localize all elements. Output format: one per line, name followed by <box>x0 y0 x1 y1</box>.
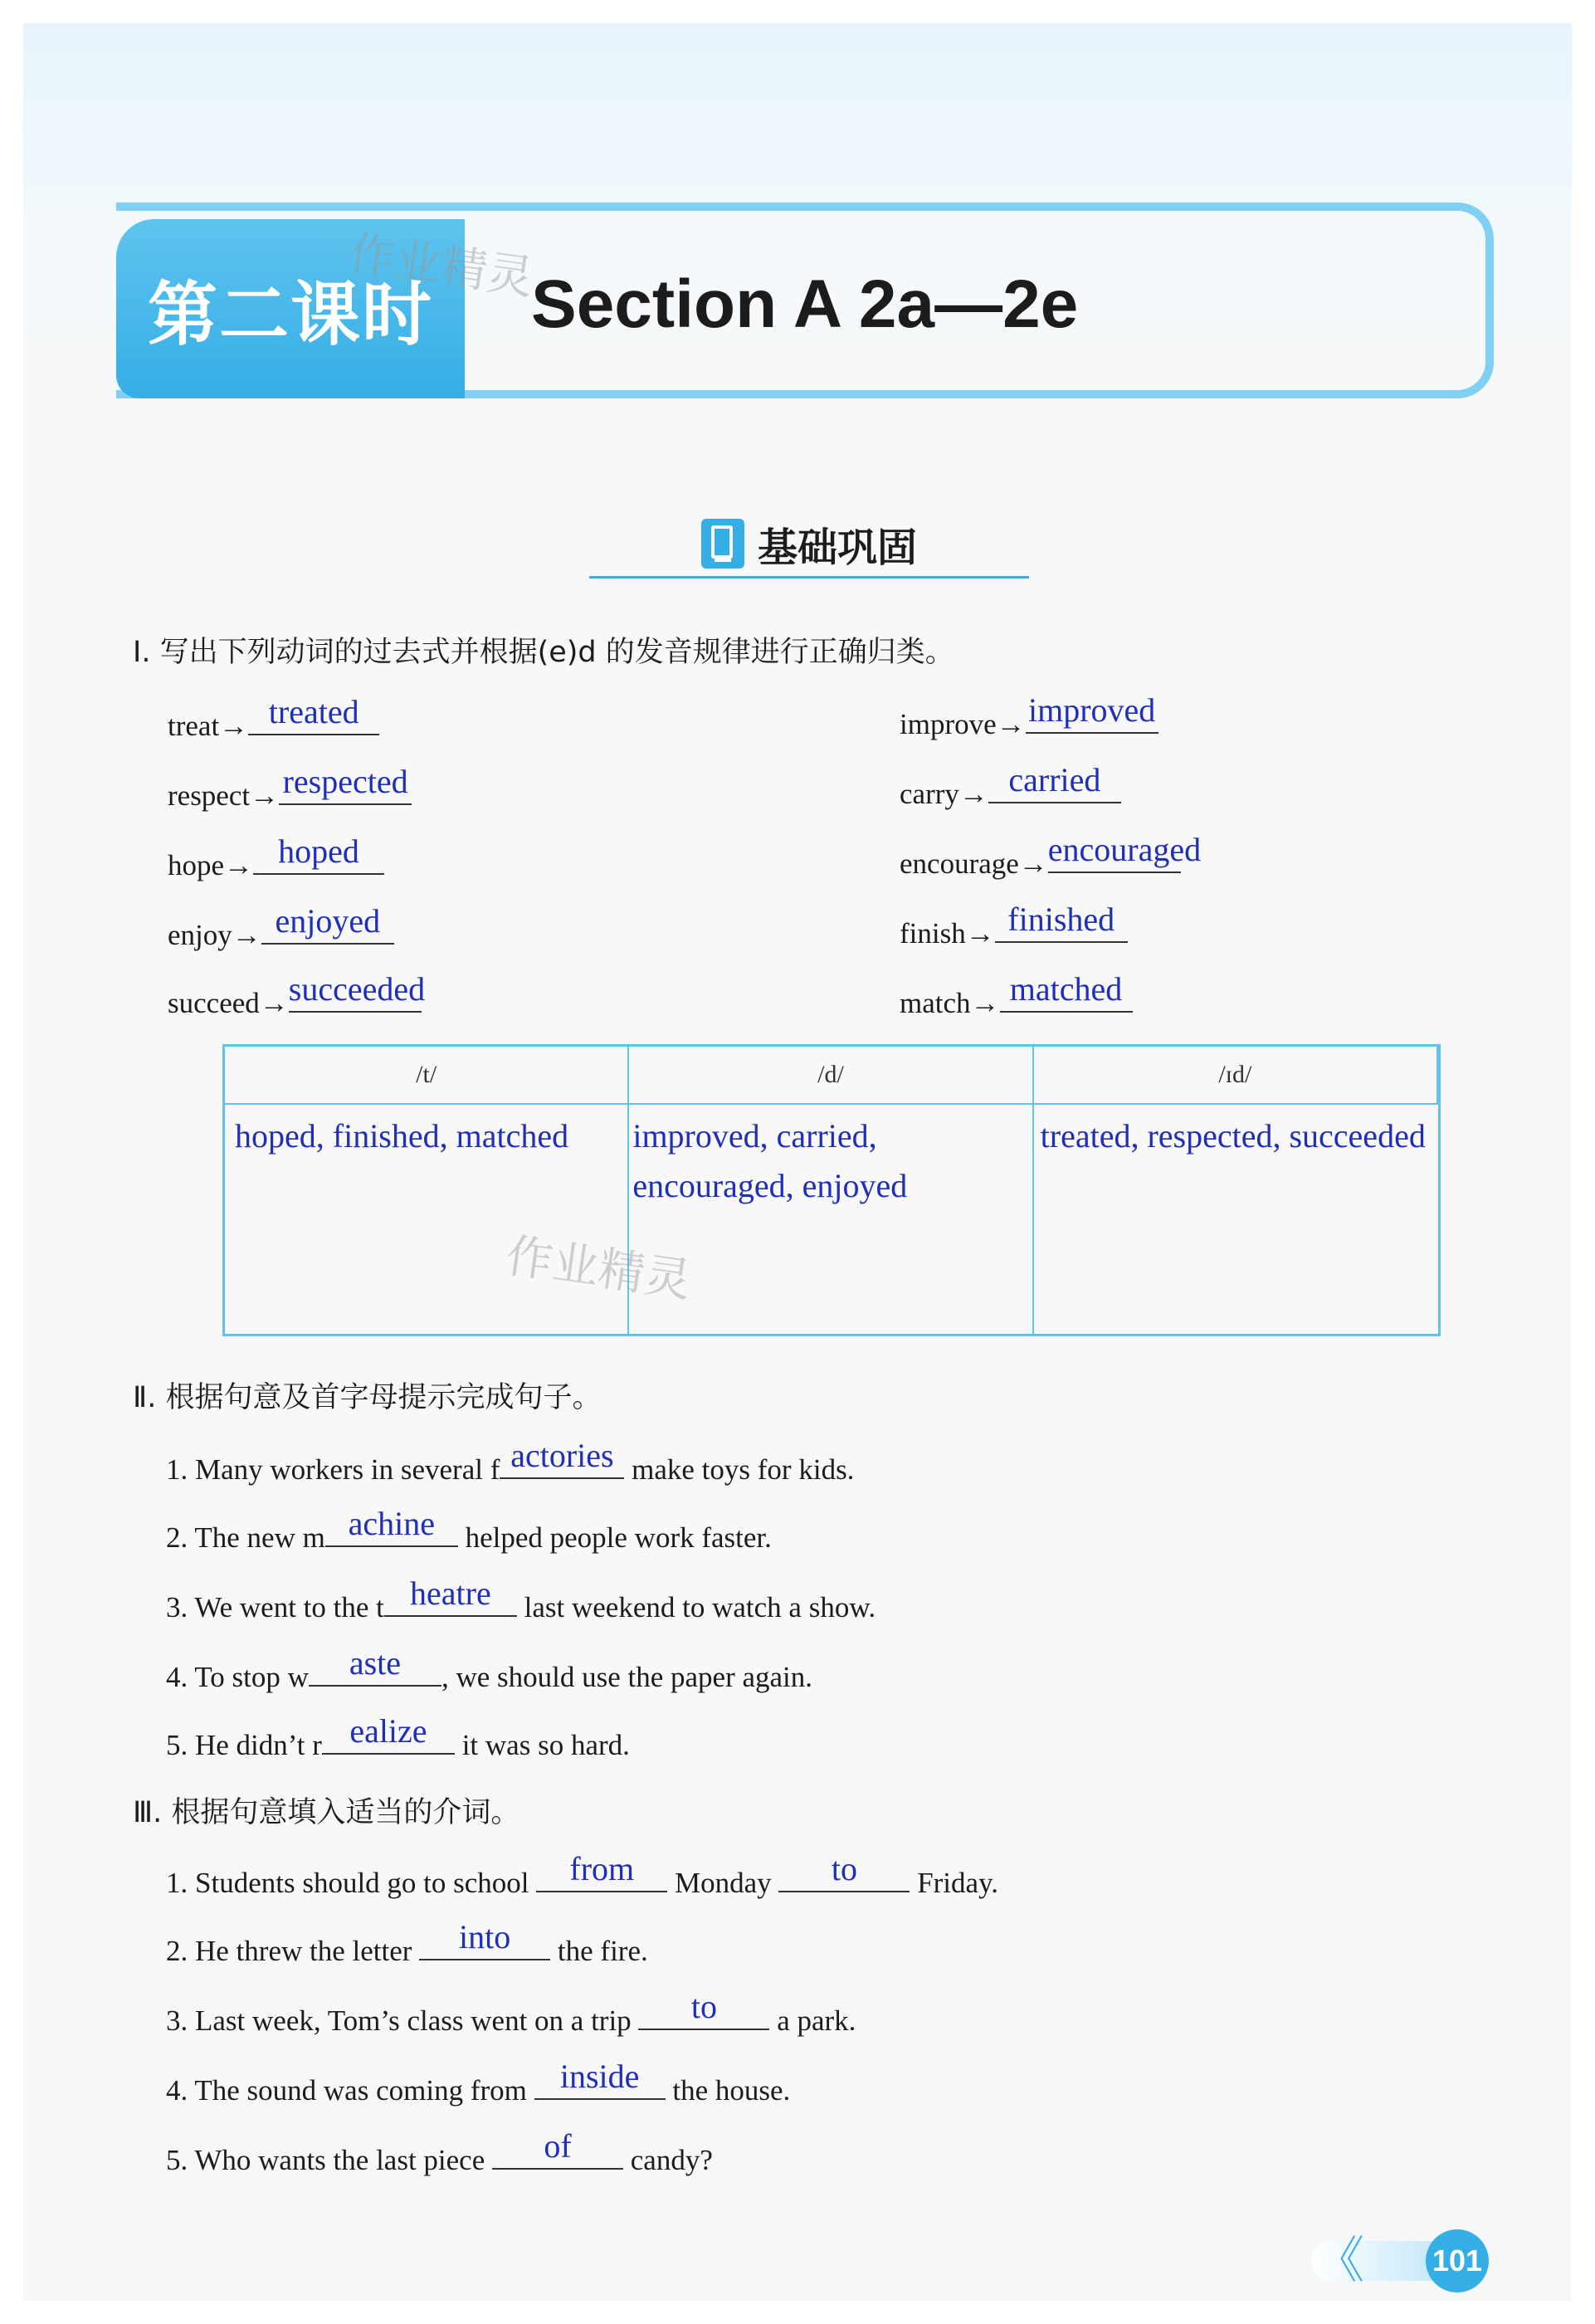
sentence-text: last weekend to watch a show. <box>516 1591 876 1623</box>
sentence-text: 5. He didn’t r <box>166 1729 322 1761</box>
answer-text: aste <box>349 1644 402 1682</box>
sentence-item <box>166 1988 856 2038</box>
answer-text: from <box>569 1850 635 1887</box>
sentence-text: it was so hard. <box>454 1729 630 1761</box>
subsection-heading <box>589 511 1029 579</box>
answer-text: matched <box>1009 970 1123 1008</box>
sentence-item <box>166 1644 813 1694</box>
answer-blank <box>534 2058 666 2100</box>
watermark: 作业精灵 <box>344 226 537 306</box>
answer-blank <box>253 832 384 875</box>
part2-instruction: Ⅱ. 根据句意及首字母提示完成句子。 <box>133 1381 602 1414</box>
sentence-text: 4. The sound was coming from <box>166 2074 534 2107</box>
answer-blank <box>261 902 394 945</box>
sentence-text: make toys for kids. <box>624 1453 855 1486</box>
answer-text: actories <box>510 1437 614 1474</box>
sentence-item <box>166 1437 855 1487</box>
sentence-item <box>166 1918 648 1968</box>
watermark: 作业精灵 <box>502 1228 695 1309</box>
table-cell: hoped, finished, matched <box>225 1105 629 1334</box>
sentence-text: Monday <box>667 1867 779 1899</box>
sentence-text: 2. The new m <box>166 1521 325 1554</box>
answer-text: into <box>459 1918 511 1955</box>
verb-item <box>900 761 1121 811</box>
sentence-item <box>166 1505 772 1555</box>
table-cell: improved, carried, encouraged, enjoyed <box>629 1105 1033 1334</box>
sentence-text: 1. Students should go to school <box>166 1867 537 1899</box>
answer-blank <box>322 1712 455 1755</box>
verb-item <box>900 901 1128 950</box>
sentence-item <box>166 1575 876 1624</box>
answer-text: to <box>831 1850 857 1887</box>
sentence-text: 3. Last week, Tom’s class went on a trip <box>166 2004 639 2037</box>
sentence-text: a park. <box>769 2004 856 2037</box>
answer-blank <box>1000 970 1133 1013</box>
answer-text: inside <box>559 2058 640 2095</box>
verb-word: encourage→ <box>900 847 1048 880</box>
answer-blank <box>988 761 1121 803</box>
answer-text: enjoyed <box>275 902 381 940</box>
verb-item <box>168 763 412 813</box>
verb-item <box>900 970 1133 1020</box>
sentence-text: Friday. <box>910 1867 999 1899</box>
verb-item <box>168 693 379 743</box>
answer-text: respected <box>282 763 408 800</box>
verb-item <box>168 832 384 882</box>
part3-instruction: Ⅲ. 根据句意填入适当的介词。 <box>133 1796 520 1829</box>
section-title: Section A 2a—2e <box>531 266 1079 342</box>
verb-word: respect→ <box>168 779 280 812</box>
verb-item <box>168 970 426 1020</box>
verb-word: improve→ <box>900 708 1026 740</box>
sentence-text: 1. Many workers in several f <box>166 1453 500 1486</box>
answer-text: achine <box>348 1505 436 1542</box>
answer-text: encouraged <box>1047 831 1202 868</box>
answer-text: hoped <box>278 832 359 870</box>
answer-blank <box>279 763 412 805</box>
sentence-item <box>166 1850 999 1900</box>
answer-blank <box>536 1850 667 1892</box>
answer-blank <box>384 1575 517 1617</box>
verb-word: succeed→ <box>168 987 289 1019</box>
answer-blank <box>288 970 426 1013</box>
answer-text: finished <box>1007 901 1115 938</box>
sentence-text: 5. Who wants the last piece <box>166 2144 492 2176</box>
answer-text: improved <box>1027 691 1156 729</box>
verb-word: match→ <box>900 987 1000 1019</box>
sentence-text: 3. We went to the t <box>166 1591 384 1623</box>
answer-blank <box>1026 691 1158 734</box>
verb-item <box>900 691 1158 741</box>
table-cell: treated, respected, succeeded <box>1040 1117 1426 1155</box>
answer-text: carried <box>1008 761 1101 798</box>
answer-blank <box>1047 831 1202 873</box>
answer-blank <box>309 1644 441 1687</box>
answer-text: heatre <box>410 1575 491 1612</box>
book-icon <box>701 519 744 569</box>
answer-blank <box>248 693 379 735</box>
answer-text: of <box>544 2127 572 2165</box>
verb-item <box>168 902 394 952</box>
sentence-text: candy? <box>623 2144 713 2176</box>
sentence-text: the house. <box>665 2074 791 2107</box>
sentence-text: the fire. <box>550 1935 648 1967</box>
table-header: /d/ <box>629 1047 1033 1105</box>
table-header: /ɪd/ <box>1034 1047 1438 1105</box>
sentence-text: helped people work faster. <box>457 1521 772 1554</box>
sentence-item <box>166 1712 630 1762</box>
sentence-text: , we should use the paper again. <box>441 1661 813 1693</box>
answer-blank <box>325 1505 458 1547</box>
sentence-item <box>166 2127 713 2177</box>
sentence-item <box>166 2058 791 2107</box>
answer-text: to <box>690 1988 717 2025</box>
answer-text: treated <box>268 693 359 730</box>
answer-text: ealize <box>349 1712 427 1750</box>
verb-word: finish→ <box>900 917 995 950</box>
chevron-left-icon: 《 <box>1315 2232 1364 2290</box>
verb-word: enjoy→ <box>168 919 261 951</box>
verb-word: hope→ <box>168 849 254 881</box>
pronunciation-table <box>222 1044 1441 1336</box>
answer-blank <box>778 1850 910 1892</box>
verb-item <box>900 831 1202 881</box>
answer-blank <box>419 1918 550 1960</box>
verb-word: treat→ <box>168 710 249 742</box>
answer-text: succeeded <box>288 970 426 1008</box>
answer-blank <box>995 901 1128 943</box>
part1-instruction: Ⅰ. 写出下列动词的过去式并根据(e)d 的发音规律进行正确归类。 <box>133 636 954 669</box>
answer-blank <box>492 2127 623 2170</box>
sentence-text: 2. He threw the letter <box>166 1935 420 1967</box>
page-number: 101 <box>1426 2229 1489 2292</box>
table-header: /t/ <box>225 1047 629 1105</box>
subsection-title: 基础巩固 <box>757 524 917 571</box>
sentence-text: 4. To stop w <box>166 1661 309 1693</box>
verb-word: carry→ <box>900 778 988 810</box>
answer-blank <box>638 1988 769 2030</box>
lesson-tab-label: 第二课时 <box>147 273 433 355</box>
answer-blank <box>500 1437 624 1479</box>
